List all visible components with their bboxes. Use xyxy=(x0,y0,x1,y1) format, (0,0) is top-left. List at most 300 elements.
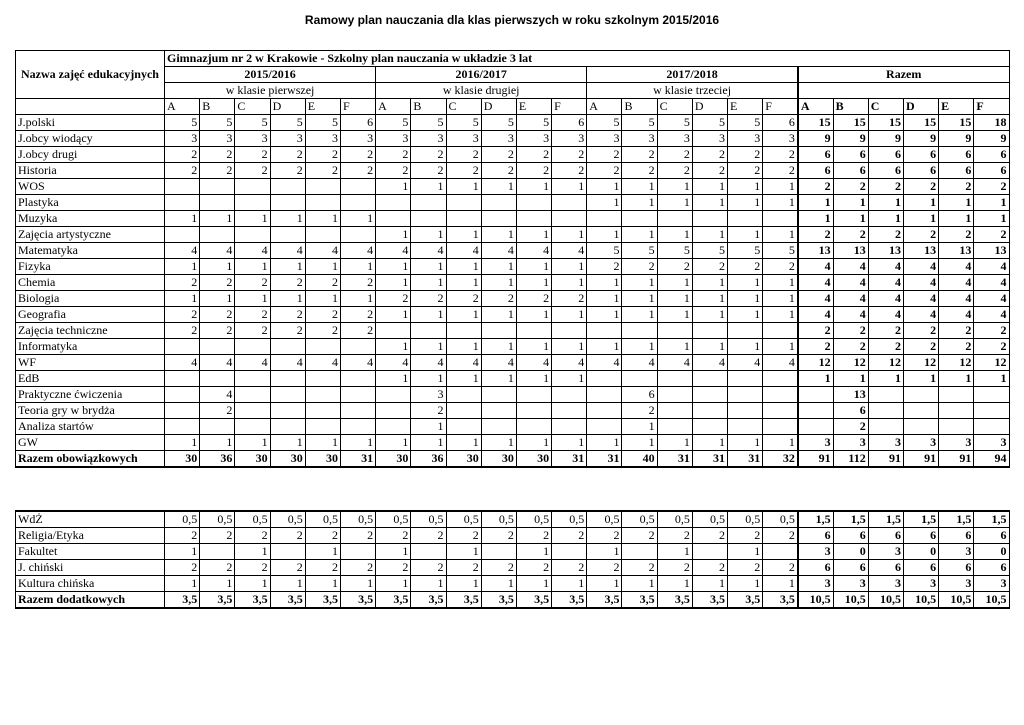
hours-cell: 1 xyxy=(200,576,235,592)
subject-name: J.polski xyxy=(16,115,165,131)
hours-cell: 5 xyxy=(587,243,622,259)
total-cell: 1,5 xyxy=(833,511,868,528)
hours-cell: 1 xyxy=(622,435,657,451)
total-cell: 6 xyxy=(833,147,868,163)
subject-name: Analiza startów xyxy=(16,419,165,435)
hours-cell: 1 xyxy=(728,339,763,355)
total-cell xyxy=(903,419,938,435)
class-letter-c: C xyxy=(657,99,692,115)
hours-cell: 1 xyxy=(587,195,622,211)
hours-cell: 2 xyxy=(270,307,305,323)
hours-cell xyxy=(165,403,200,419)
total-cell: 1,5 xyxy=(974,511,1009,528)
hours-cell: 1 xyxy=(446,179,481,195)
hours-cell: 4 xyxy=(657,355,692,371)
hours-cell: 40 xyxy=(622,451,657,468)
table-row xyxy=(16,291,1010,307)
hours-cell: 2 xyxy=(340,323,375,339)
hours-cell xyxy=(165,339,200,355)
total-cell: 15 xyxy=(833,115,868,131)
hours-cell: 2 xyxy=(446,147,481,163)
hours-cell xyxy=(552,403,587,419)
class-header-row xyxy=(16,83,1010,99)
hours-cell: 3 xyxy=(411,387,446,403)
hours-cell: 2 xyxy=(305,147,340,163)
table-row xyxy=(16,131,1010,147)
total-cell: 1 xyxy=(833,211,868,227)
hours-cell: 2 xyxy=(200,323,235,339)
hours-cell: 2 xyxy=(411,163,446,179)
hours-cell xyxy=(622,323,657,339)
total-cell: 6 xyxy=(868,560,903,576)
hours-cell: 2 xyxy=(763,528,798,544)
hours-cell: 1 xyxy=(516,576,551,592)
subject-name: Praktyczne ćwiczenia xyxy=(16,387,165,403)
hours-cell: 4 xyxy=(516,355,551,371)
total-cell: 10,5 xyxy=(868,592,903,609)
hours-cell xyxy=(446,323,481,339)
hours-cell xyxy=(411,544,446,560)
total-cell: 6 xyxy=(903,528,938,544)
hours-cell: 4 xyxy=(622,355,657,371)
hours-cell: 2 xyxy=(270,275,305,291)
hours-cell: 1 xyxy=(270,211,305,227)
hours-cell xyxy=(165,371,200,387)
hours-cell: 6 xyxy=(763,115,798,131)
hours-cell: 1 xyxy=(270,259,305,275)
hours-cell xyxy=(235,419,270,435)
hours-cell: 2 xyxy=(728,528,763,544)
hours-cell: 30 xyxy=(376,451,411,468)
extra-rows xyxy=(16,511,1010,592)
total-class-header xyxy=(798,83,1009,99)
hours-cell: 2 xyxy=(165,323,200,339)
subject-name: Religia/Etyka xyxy=(16,528,165,544)
total-cell: 3 xyxy=(833,576,868,592)
hours-cell xyxy=(270,387,305,403)
hours-cell xyxy=(340,227,375,243)
hours-cell: 1 xyxy=(446,227,481,243)
hours-cell: 3 xyxy=(411,131,446,147)
subject-name: Razem obowiązkowych xyxy=(16,451,165,468)
hours-cell: 1 xyxy=(587,179,622,195)
hours-cell: 3,5 xyxy=(622,592,657,609)
hours-cell: 0,5 xyxy=(446,511,481,528)
hours-cell: 1 xyxy=(763,576,798,592)
total-cell: 6 xyxy=(833,560,868,576)
hours-cell: 3,5 xyxy=(340,592,375,609)
hours-cell: 2 xyxy=(622,560,657,576)
hours-cell: 1 xyxy=(516,259,551,275)
total-cell: 6 xyxy=(974,528,1009,544)
subject-name: Geografia xyxy=(16,307,165,323)
hours-cell: 1 xyxy=(552,227,587,243)
hours-cell: 2 xyxy=(376,528,411,544)
hours-cell: 1 xyxy=(552,339,587,355)
hours-cell xyxy=(622,211,657,227)
hours-cell: 1 xyxy=(587,435,622,451)
total-cell: 2 xyxy=(798,339,833,355)
hours-cell: 3,5 xyxy=(235,592,270,609)
hours-cell: 31 xyxy=(728,451,763,468)
total-cell: 4 xyxy=(903,259,938,275)
total-cell: 4 xyxy=(939,275,974,291)
hours-cell: 4 xyxy=(552,355,587,371)
hours-cell: 4 xyxy=(200,387,235,403)
hours-cell: 2 xyxy=(763,259,798,275)
hours-cell xyxy=(446,419,481,435)
hours-cell xyxy=(552,544,587,560)
hours-cell: 30 xyxy=(481,451,516,468)
total-cell xyxy=(868,419,903,435)
total-cell: 2 xyxy=(868,179,903,195)
total-cell: 1 xyxy=(868,211,903,227)
hours-cell xyxy=(235,387,270,403)
total-cell: 1,5 xyxy=(798,511,833,528)
total-cell: 12 xyxy=(868,355,903,371)
total-cell: 2 xyxy=(903,339,938,355)
class-letter-b: B xyxy=(411,99,446,115)
hours-cell xyxy=(516,419,551,435)
hours-cell: 0,5 xyxy=(516,511,551,528)
total-cell: 1 xyxy=(798,211,833,227)
hours-cell: 0,5 xyxy=(305,511,340,528)
hours-cell: 2 xyxy=(516,291,551,307)
hours-cell: 1 xyxy=(446,576,481,592)
hours-cell: 3,5 xyxy=(481,592,516,609)
hours-cell: 1 xyxy=(411,179,446,195)
hours-cell: 1 xyxy=(692,227,727,243)
hours-cell: 1 xyxy=(481,576,516,592)
total-cell: 6 xyxy=(974,163,1009,179)
hours-cell: 4 xyxy=(305,243,340,259)
hours-cell: 2 xyxy=(481,147,516,163)
hours-cell: 4 xyxy=(340,355,375,371)
hours-cell xyxy=(340,371,375,387)
total-cell: 9 xyxy=(868,131,903,147)
hours-cell: 2 xyxy=(657,147,692,163)
hours-cell: 3,5 xyxy=(763,592,798,609)
year-header-row xyxy=(16,67,1010,83)
hours-cell: 1 xyxy=(587,307,622,323)
total-cell: 4 xyxy=(939,307,974,323)
total-cell: 4 xyxy=(974,307,1009,323)
hours-cell: 4 xyxy=(165,355,200,371)
hours-cell xyxy=(692,544,727,560)
hours-cell xyxy=(305,387,340,403)
total-cell: 6 xyxy=(798,528,833,544)
total-cell: 15 xyxy=(903,115,938,131)
hours-cell: 5 xyxy=(657,115,692,131)
hours-cell: 1 xyxy=(657,339,692,355)
hours-cell: 1 xyxy=(516,307,551,323)
hours-cell: 2 xyxy=(305,307,340,323)
hours-cell xyxy=(165,419,200,435)
total-cell: 1,5 xyxy=(903,511,938,528)
hours-cell xyxy=(552,323,587,339)
subject-name: J.obcy drugi xyxy=(16,147,165,163)
hours-cell: 3,5 xyxy=(165,592,200,609)
table-row xyxy=(16,323,1010,339)
total-cell: 13 xyxy=(833,243,868,259)
hours-cell: 1 xyxy=(728,291,763,307)
total-cell: 3 xyxy=(974,576,1009,592)
hours-cell: 2 xyxy=(516,147,551,163)
hours-cell: 1 xyxy=(376,576,411,592)
hours-cell: 2 xyxy=(622,528,657,544)
hours-cell: 36 xyxy=(200,451,235,468)
hours-cell xyxy=(165,387,200,403)
total-cell: 6 xyxy=(833,163,868,179)
total-cell: 2 xyxy=(974,339,1009,355)
hours-cell: 1 xyxy=(692,195,727,211)
hours-cell: 31 xyxy=(657,451,692,468)
total-cell: 1 xyxy=(974,195,1009,211)
hours-cell: 4 xyxy=(552,243,587,259)
hours-cell: 2 xyxy=(200,560,235,576)
hours-cell: 1 xyxy=(622,275,657,291)
hours-cell: 2 xyxy=(340,147,375,163)
hours-cell: 6 xyxy=(340,115,375,131)
hours-cell: 4 xyxy=(728,355,763,371)
table-row xyxy=(16,307,1010,323)
total-cell xyxy=(939,403,974,419)
hours-cell: 1 xyxy=(376,259,411,275)
hours-cell: 5 xyxy=(270,115,305,131)
total-cell: 4 xyxy=(868,291,903,307)
total-cell xyxy=(903,387,938,403)
hours-cell: 1 xyxy=(376,179,411,195)
hours-cell: 1 xyxy=(411,227,446,243)
hours-cell: 1 xyxy=(481,179,516,195)
hours-cell: 2 xyxy=(200,147,235,163)
total-cell: 6 xyxy=(939,528,974,544)
hours-cell: 5 xyxy=(657,243,692,259)
hours-cell xyxy=(340,195,375,211)
hours-cell xyxy=(411,323,446,339)
year-header-3: 2017/2018 xyxy=(587,67,798,83)
total-cell xyxy=(939,419,974,435)
hours-cell: 2 xyxy=(376,560,411,576)
hours-cell: 1 xyxy=(376,371,411,387)
hours-cell: 1 xyxy=(481,339,516,355)
total-cell: 2 xyxy=(939,323,974,339)
hours-cell: 1 xyxy=(516,435,551,451)
hours-cell: 2 xyxy=(622,147,657,163)
subject-name: Zajęcia techniczne xyxy=(16,323,165,339)
hours-cell: 2 xyxy=(657,163,692,179)
hours-cell xyxy=(200,544,235,560)
hours-cell: 1 xyxy=(692,291,727,307)
year-header-2: 2016/2017 xyxy=(376,67,587,83)
hours-cell xyxy=(165,195,200,211)
hours-cell: 2 xyxy=(481,163,516,179)
hours-cell: 1 xyxy=(728,275,763,291)
class-header-3: w klasie trzeciej xyxy=(587,83,798,99)
hours-cell: 1 xyxy=(376,435,411,451)
hours-cell xyxy=(376,387,411,403)
hours-cell: 3 xyxy=(376,131,411,147)
hours-cell: 2 xyxy=(235,163,270,179)
hours-cell xyxy=(270,339,305,355)
hours-cell: 1 xyxy=(516,371,551,387)
total-cell: 10,5 xyxy=(939,592,974,609)
hours-cell: 31 xyxy=(587,451,622,468)
hours-cell xyxy=(376,323,411,339)
hours-cell: 31 xyxy=(692,451,727,468)
table-row xyxy=(16,419,1010,435)
total-cell: 3 xyxy=(939,576,974,592)
class-letter-f: F xyxy=(974,99,1009,115)
hours-cell: 30 xyxy=(165,451,200,468)
total-cell: 2 xyxy=(868,339,903,355)
hours-cell: 1 xyxy=(657,435,692,451)
hours-cell: 3 xyxy=(340,131,375,147)
hours-cell: 5 xyxy=(200,115,235,131)
hours-cell: 5 xyxy=(376,115,411,131)
hours-cell: 3 xyxy=(622,131,657,147)
total-cell: 2 xyxy=(833,339,868,355)
hours-cell: 2 xyxy=(552,560,587,576)
hours-cell xyxy=(200,339,235,355)
hours-cell: 1 xyxy=(692,435,727,451)
hours-cell: 1 xyxy=(235,291,270,307)
total-cell: 12 xyxy=(939,355,974,371)
hours-cell xyxy=(516,323,551,339)
hours-cell: 2 xyxy=(587,528,622,544)
hours-cell: 1 xyxy=(516,179,551,195)
hours-cell: 32 xyxy=(763,451,798,468)
table-row xyxy=(16,403,1010,419)
total-cell: 10,5 xyxy=(833,592,868,609)
hours-cell: 0,5 xyxy=(622,511,657,528)
total-cell: 18 xyxy=(974,115,1009,131)
hours-cell: 4 xyxy=(692,355,727,371)
subject-name-header xyxy=(16,51,165,99)
hours-cell xyxy=(411,211,446,227)
total-cell: 2 xyxy=(798,179,833,195)
hours-cell xyxy=(270,179,305,195)
hours-cell: 1 xyxy=(692,179,727,195)
hours-cell: 0,5 xyxy=(587,511,622,528)
hours-cell: 0,5 xyxy=(376,511,411,528)
hours-cell: 1 xyxy=(235,259,270,275)
hours-cell: 0,5 xyxy=(165,511,200,528)
total-cell: 13 xyxy=(868,243,903,259)
class-letter-a: A xyxy=(798,99,833,115)
class-header-2: w klasie drugiej xyxy=(376,83,587,99)
total-cell: 9 xyxy=(903,131,938,147)
hours-cell xyxy=(763,419,798,435)
hours-cell xyxy=(235,195,270,211)
class-letter-c: C xyxy=(446,99,481,115)
total-cell: 94 xyxy=(974,451,1009,468)
hours-cell: 2 xyxy=(446,528,481,544)
hours-cell: 1 xyxy=(516,339,551,355)
total-cell xyxy=(868,403,903,419)
hours-cell: 2 xyxy=(446,163,481,179)
table-row xyxy=(16,275,1010,291)
hours-cell xyxy=(763,387,798,403)
hours-cell xyxy=(305,339,340,355)
hours-cell: 5 xyxy=(763,243,798,259)
hours-cell: 4 xyxy=(446,243,481,259)
hours-cell: 1 xyxy=(411,307,446,323)
hours-cell: 4 xyxy=(481,355,516,371)
total-cell: 3 xyxy=(798,576,833,592)
total-cell: 1 xyxy=(974,371,1009,387)
hours-cell xyxy=(622,544,657,560)
hours-cell: 4 xyxy=(200,243,235,259)
hours-cell: 30 xyxy=(446,451,481,468)
hours-cell: 2 xyxy=(692,147,727,163)
hours-cell: 0,5 xyxy=(763,511,798,528)
total-cell: 4 xyxy=(798,259,833,275)
total-cell: 6 xyxy=(903,163,938,179)
hours-cell: 2 xyxy=(200,403,235,419)
class-letter-f: F xyxy=(763,99,798,115)
hours-cell: 3 xyxy=(763,131,798,147)
hours-cell xyxy=(728,419,763,435)
hours-cell: 5 xyxy=(165,115,200,131)
hours-cell xyxy=(622,371,657,387)
year-header-1: 2015/2016 xyxy=(165,67,376,83)
total-cell: 9 xyxy=(833,131,868,147)
hours-cell xyxy=(657,419,692,435)
hours-cell xyxy=(376,195,411,211)
hours-cell: 1 xyxy=(270,291,305,307)
total-cell: 91 xyxy=(868,451,903,468)
class-letter-e: E xyxy=(939,99,974,115)
hours-cell: 1 xyxy=(552,259,587,275)
total-cell xyxy=(798,419,833,435)
total-cell: 2 xyxy=(798,323,833,339)
hours-cell xyxy=(587,403,622,419)
total-cell: 6 xyxy=(833,403,868,419)
hours-cell: 1 xyxy=(657,275,692,291)
total-cell: 4 xyxy=(974,259,1009,275)
subject-name: Chemia xyxy=(16,275,165,291)
hours-cell: 31 xyxy=(340,451,375,468)
total-cell: 1,5 xyxy=(868,511,903,528)
hours-cell: 1 xyxy=(552,275,587,291)
hours-cell: 1 xyxy=(657,291,692,307)
hours-cell: 2 xyxy=(235,147,270,163)
hours-cell xyxy=(376,211,411,227)
hours-cell: 1 xyxy=(657,179,692,195)
hours-cell: 2 xyxy=(340,560,375,576)
class-letter-d: D xyxy=(270,99,305,115)
hours-cell: 1 xyxy=(305,435,340,451)
total-cell: 1 xyxy=(833,195,868,211)
total-cell: 6 xyxy=(939,560,974,576)
total-row xyxy=(16,592,1010,609)
total-cell: 10,5 xyxy=(903,592,938,609)
hours-cell xyxy=(270,419,305,435)
hours-cell: 1 xyxy=(552,179,587,195)
table-row xyxy=(16,227,1010,243)
hours-cell xyxy=(763,371,798,387)
hours-cell: 2 xyxy=(657,259,692,275)
hours-cell: 1 xyxy=(411,275,446,291)
hours-cell xyxy=(200,371,235,387)
total-cell: 2 xyxy=(833,179,868,195)
hours-cell: 2 xyxy=(270,528,305,544)
total-cell: 1 xyxy=(939,211,974,227)
hours-cell: 5 xyxy=(587,115,622,131)
hours-cell: 2 xyxy=(235,323,270,339)
subject-name: EdB xyxy=(16,371,165,387)
